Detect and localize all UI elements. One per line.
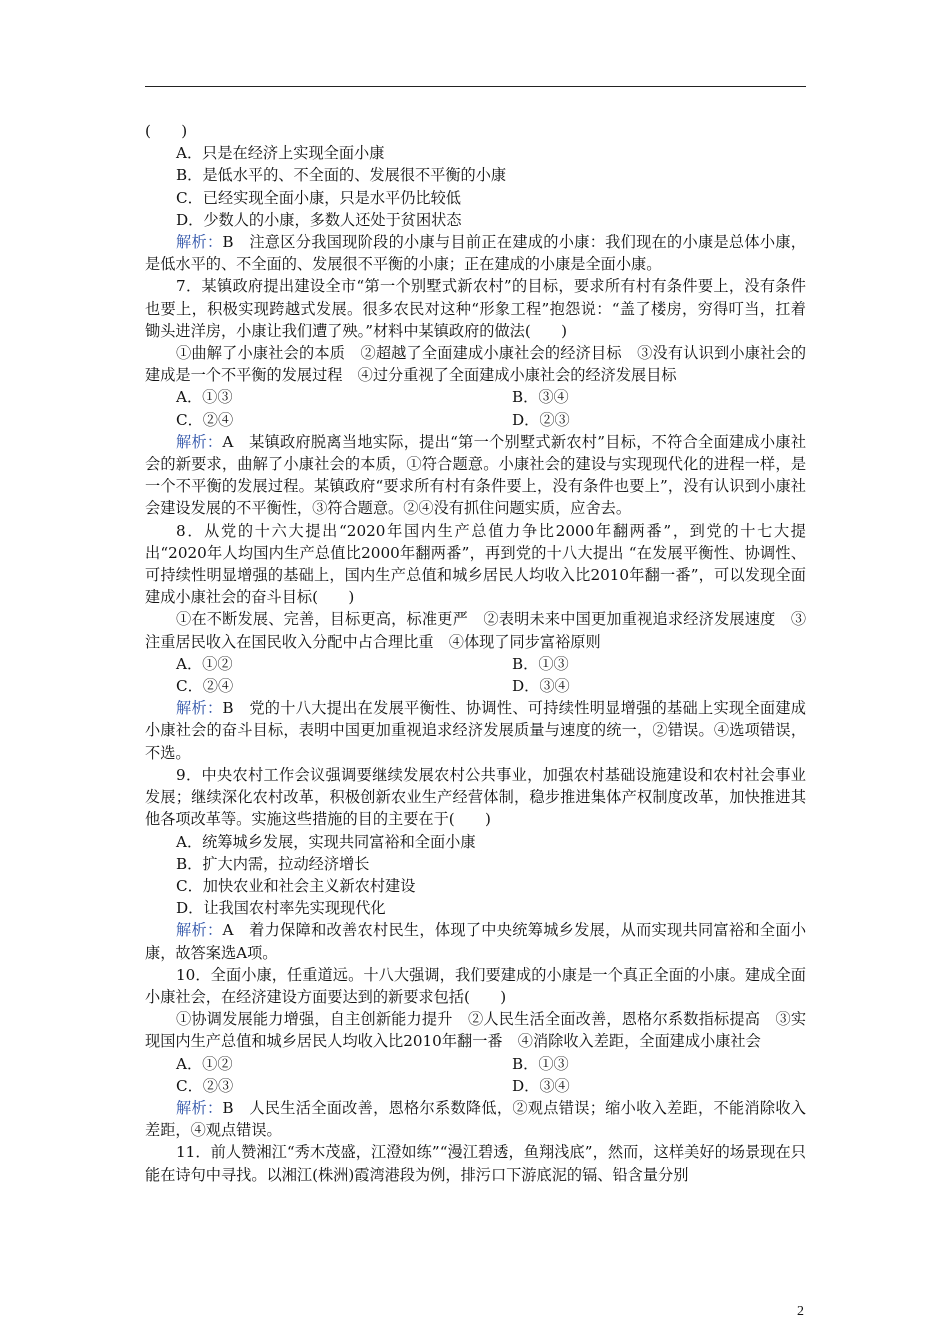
- q7-option-c: C．②④: [176, 410, 234, 429]
- q6-option-c: C．已经实现全面小康，只是水平仍比较低: [176, 188, 461, 207]
- q7-options-row-1: [145, 386, 806, 408]
- q10-option-c: C．②③: [176, 1076, 234, 1095]
- q10-stem: 10．全面小康，任重道远。十八大强调，我们要建成的小康是一个真正全面的小康。建成全面小康社会，在经济建设方面要达到的新要求包括( ): [145, 965, 806, 1006]
- q8-option-a: A．①②: [176, 654, 233, 673]
- q6-analysis: 解析：B 注意区分我国现阶段的小康与目前正在建成的小康：我们现在的小康是总体小康，是低水平的、不全面的、发展很不平衡的小康；正在建成的小康是全面小康。: [145, 233, 806, 274]
- q8-options-row-1: [145, 653, 806, 675]
- q10-options-row-2: [145, 1075, 806, 1097]
- header-rule: [145, 86, 806, 87]
- q7-option-d: D．②③: [512, 410, 570, 429]
- q8-option-d: D．③④: [512, 677, 570, 696]
- q6-option-d: D．少数人的小康，多数人还处于贫困状态: [176, 210, 462, 229]
- q8-items: ①在不断发展、完善，目标更高，标准更严 ②表明未来中国更加重视追求经济发展速度 ③注重居民收入在国民收入分配中占合理比重 ④体现了同步富裕原则: [145, 610, 806, 651]
- q7-items: ①曲解了小康社会的本质 ②超越了全面建成小康社会的经济目标 ③没有认识到小康社会的建成是一个不平衡的发展过程 ④过分重视了全面建成小康社会的经济发展目标: [145, 344, 806, 385]
- analysis-label: 解析：: [176, 233, 223, 252]
- q9-option-c: C．加快农业和社会主义新农村建设: [176, 876, 416, 895]
- q10-option-a: A．①②: [176, 1054, 233, 1073]
- q10-option-b: B．①③: [512, 1054, 569, 1073]
- q6-option-a: A．只是在经济上实现全面小康: [176, 144, 385, 163]
- page-number: 2: [797, 1304, 804, 1319]
- q9-option-a: A．统筹城乡发展，实现共同富裕和全面小康: [176, 832, 476, 851]
- q10-items: ①协调发展能力增强，自主创新能力提升 ②人民生活全面改善，恩格尔系数指标提高 ③实现国内生产总值和城乡居民人均收入比2010年翻一番 ④消除收入差距，全面建成小康社会: [145, 1010, 806, 1051]
- q7-stem: 7．某镇政府提出建设全市“第一个别墅式新农村”的目标，要求所有村有条件要上，没有条件也要上，积极实现跨越式发展。很多农民对这种“形象工程”抱怨说：“盖了楼房，穷得叮当，扛着锄头进洋房，小康让我们遭了殃。”材料中某镇政府的做法( ): [145, 277, 806, 340]
- q9-stem: 9．中央农村工作会议强调要继续发展农村公共事业，加强农村基础设施建设和农村社会事业发展；继续深化农村改革，积极创新农业生产经营体制，稳步推进集体产权制度改革，加快推进其他各项改革等。实施这些措施的目的主要在于( ): [145, 765, 806, 829]
- analysis-label: 解析：: [176, 432, 223, 451]
- q8-options-row-2: [145, 675, 806, 697]
- q6-option-b: B．是低水平的、不全面的、发展很不平衡的小康: [176, 166, 507, 185]
- q10-options-row-1: [145, 1053, 806, 1075]
- q7-options-row-2: [145, 409, 806, 431]
- q8-analysis: 解析：B 党的十八大提出在发展平衡性、协调性、可持续性明显增强的基础上实现全面建成小康社会的奋斗目标，表明中国更加重视追求经济发展质量与速度的统一，②错误。④选项错误，不选。: [145, 699, 806, 762]
- q10-analysis: 解析：B 人民生活全面改善，恩格尔系数降低，②观点错误；缩小收入差距，不能消除收入差距，④观点错误。: [145, 1098, 806, 1140]
- question-content: [145, 120, 806, 1186]
- q8-option-b: B．①③: [512, 654, 569, 673]
- analysis-label: 解析：: [176, 921, 223, 940]
- q9-option-d: D．让我国农村率先实现现代化: [176, 899, 386, 918]
- q11-stem: 11．前人赞湘江“秀木茂盛，江澄如练”“漫江碧透，鱼翔浅底”，然而，这样美好的场景现在只能在诗句中寻找。以湘江(株洲)霞湾港段为例，排污口下游底泥的镉、铅含量分别: [145, 1143, 806, 1184]
- q9-analysis: 解析：A 着力保障和改善农村民生，体现了中央统筹城乡发展，从而实现共同富裕和全面小康，故答案选A项。: [145, 921, 807, 962]
- q7-analysis: 解析：A 某镇政府脱离当地实际，提出“第一个别墅式新农村”目标，不符合全面建成小康社会的新要求，曲解了小康社会的本质，①符合题意。小康社会的建设与实现现代化的进程一样，是一个不平衡的发展过程。某镇政府“要求所有村有条件要上，没有条件也要上”，没有认识到小康社会建设发展的不平衡性，③符合题意。②④没有抓住问题实质，应舍去。: [145, 432, 807, 518]
- analysis-label: 解析：: [176, 1098, 223, 1117]
- q8-stem: 8．从党的十六大提出“2020年国内生产总值力争比2000年翻两番”，到党的十七大提出“2020年人均国内生产总值比2000年翻两番”，再到党的十八大提出 “在发展平衡性、协调性、可持续性明显增强的基础上，国内生产总值和城乡居民人均收入比2010年翻一番”，可以发现全面建成小康社会的奋斗目标( ): [145, 521, 806, 607]
- q7-option-a: A．①③: [176, 388, 233, 407]
- q6-stem-tail: ( ): [145, 122, 188, 140]
- q10-option-d: D．③④: [512, 1076, 570, 1095]
- q8-option-c: C．②④: [176, 677, 234, 696]
- analysis-label: 解析：: [176, 699, 223, 718]
- q7-option-b: B．③④: [512, 388, 569, 407]
- q9-option-b: B．扩大内需，拉动经济增长: [176, 854, 370, 873]
